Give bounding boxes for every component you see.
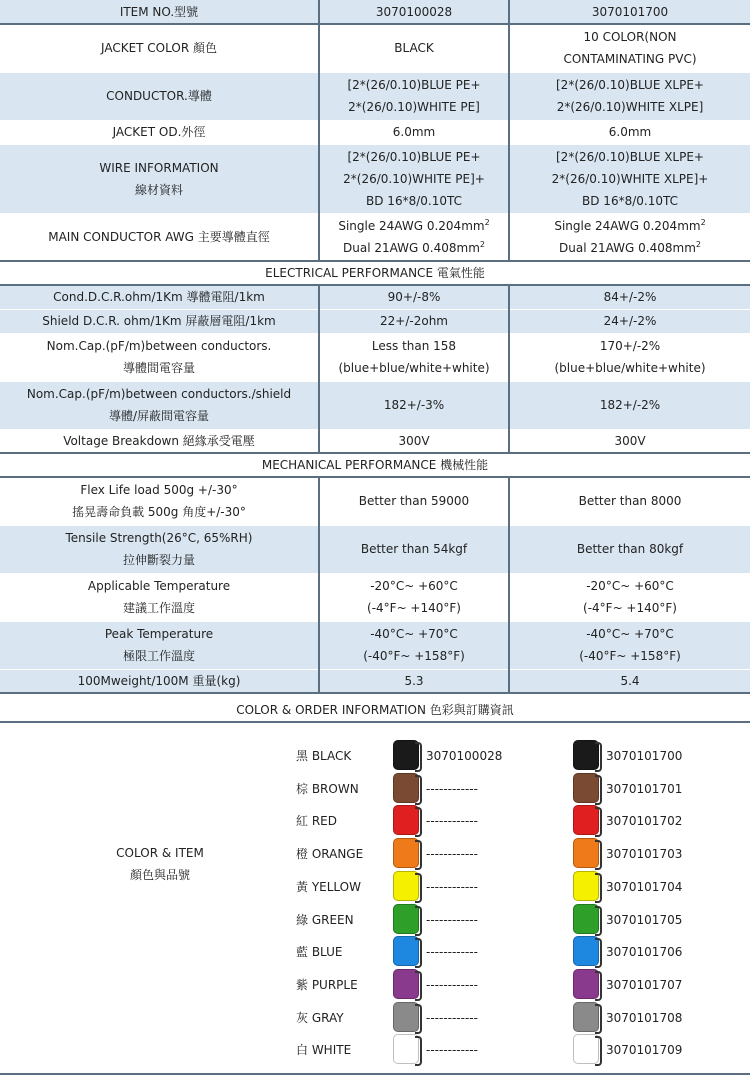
jacket-color-col2: 10 COLOR(NON CONTAMINATING PVC)	[509, 24, 750, 72]
color-name: 灰 GRAY	[296, 1010, 344, 1025]
swatch-bracket	[415, 742, 422, 772]
row-mechanical-title	[0, 453, 750, 477]
item-code-3070101700-series: 3070101708	[606, 1010, 683, 1025]
color-item-label: COLOR & ITEM 顏色與品號	[116, 846, 204, 882]
main-awg-col1: Single 24AWG $0.204mm^2$ Dual 21AWG $0.408mm^2$	[319, 213, 509, 261]
swatch-bracket	[595, 807, 602, 837]
swatch-bracket	[415, 1036, 422, 1066]
color-name: 黑 BLACK	[296, 749, 352, 763]
jacket-color-col1: BLACK	[319, 24, 509, 72]
row-item-no	[0, 0, 750, 24]
row-conductor	[0, 72, 750, 120]
color-name: 藍 BLUE	[296, 945, 343, 960]
item-code-3070100028-series: ------------	[426, 1010, 478, 1025]
color-row	[0, 871, 750, 904]
conductor-col1: [2*(26/0.10)BLUE PE+ 2*(26/0.10)WHITE PE]	[319, 72, 509, 120]
item-code-3070100028-series: ------------	[426, 814, 478, 829]
swatch-bracket	[415, 840, 422, 870]
main-awg-col2: Single 24AWG $0.204mm^2$ Dual 21AWG $0.408mm^2$	[509, 213, 750, 261]
mechanical-section-title: MECHANICAL PERFORMANCE 機械性能	[0, 453, 750, 477]
item-code-3070100028-series: ------------	[426, 912, 478, 927]
swatch-bracket	[415, 938, 422, 968]
label-nomcap: Nom.Cap.(pF/m)between conductors. 導體間電容量	[0, 333, 319, 381]
color-name: 綠 GREEN	[296, 912, 354, 927]
item-code-3070101700-series: 3070101701	[606, 781, 683, 796]
row-jacket-od	[0, 120, 750, 144]
tensile-col2: Better than 80kgf	[509, 525, 750, 573]
weight-col1: 5.3	[319, 669, 509, 693]
item-no-col1: 3070100028	[319, 0, 509, 24]
row-voltage	[0, 429, 750, 453]
item-code-3070101700-series: 3070101705	[606, 912, 683, 927]
conductor-col2: [2*(26/0.10)BLUE XLPE+ 2*(26/0.10)WHITE XLPE]	[509, 72, 750, 120]
swatch-bracket	[595, 906, 602, 936]
color-row	[0, 936, 750, 969]
color-name: 橙 ORANGE	[296, 847, 364, 862]
item-code-3070100028-series: ------------	[426, 847, 478, 862]
flex-life-col1: Better than 59000	[319, 477, 509, 525]
swatch-bracket	[595, 1036, 602, 1066]
nomcap-col2: 170+/-2% (blue+blue/white+white)	[509, 333, 750, 381]
nomcap-shield-col2: 182+/-2%	[509, 381, 750, 429]
electrical-section-title: ELECTRICAL PERFORMANCE 電氣性能	[0, 261, 750, 285]
item-code-3070100028-series: ------------	[426, 1043, 478, 1058]
color-row	[0, 1034, 750, 1067]
tensile-col1: Better than 54kgf	[319, 525, 509, 573]
swatch-bracket	[415, 971, 422, 1001]
wire-info-col1: [2*(26/0.10)BLUE PE+ 2*(26/0.10)WHITE PE]+ BD 16*8/0.10TC	[319, 144, 509, 213]
item-code-3070100028-series: ------------	[426, 945, 478, 960]
color-row	[0, 904, 750, 937]
color-row	[0, 773, 750, 806]
label-main-awg: MAIN CONDUCTOR AWG 主要導體直徑	[0, 213, 319, 261]
color-name: 紅 RED	[296, 814, 337, 829]
shield-dcr-col1: 22+/-2ohm	[319, 309, 509, 333]
item-code-3070100028-series: ------------	[426, 781, 478, 796]
row-electrical-title	[0, 261, 750, 285]
shield-dcr-col2: 24+/-2%	[509, 309, 750, 333]
row-wire-info	[0, 144, 750, 213]
row-nomcap	[0, 333, 750, 381]
item-code-3070101700-series: 3070101706	[606, 945, 683, 960]
swatch-bracket	[595, 1004, 602, 1034]
label-peak-temp: Peak Temperature 極限工作溫度	[0, 621, 319, 669]
swatch-bracket	[415, 1004, 422, 1034]
label-jacket-color: JACKET COLOR 顏色	[0, 24, 319, 72]
label-conductor: CONDUCTOR.導體	[0, 72, 319, 120]
color-name: 黃 YELLOW	[296, 879, 361, 894]
cond-dcr-col1: 90+/-8%	[319, 285, 509, 309]
cond-dcr-col2: 84+/-2%	[509, 285, 750, 309]
swatch-bracket	[595, 938, 602, 968]
item-code-3070101700-series: 3070101700	[606, 749, 683, 763]
voltage-col1: 300V	[319, 429, 509, 453]
label-weight: 100Mweight/100M 重量(kg)	[0, 669, 319, 693]
swatch-bracket	[415, 807, 422, 837]
label-flex-life: Flex Life load 500g +/-30° 搖晃壽命負載 500g 角度+/-30°	[0, 477, 319, 525]
color-section-title: COLOR & ORDER INFORMATION 色彩與訂購資訊	[0, 699, 750, 723]
row-jacket-color	[0, 24, 750, 72]
row-weight	[0, 669, 750, 693]
item-no-col2: 3070101700	[509, 0, 750, 24]
applicable-temp-col1: -20°C~ +60°C (-4°F~ +140°F)	[319, 573, 509, 621]
item-code-3070101700-series: 3070101702	[606, 814, 683, 829]
item-code-3070100028-series: 3070100028	[426, 749, 503, 763]
label-wire-info: WIRE INFORMATION 線材資料	[0, 144, 319, 213]
peak-temp-col1: -40°C~ +70°C (-40°F~ +158°F)	[319, 621, 509, 669]
row-flex-life	[0, 477, 750, 525]
label-tensile: Tensile Strength(26°C, 65%RH) 拉伸斷裂力量	[0, 525, 319, 573]
label-nomcap-shield: Nom.Cap.(pF/m)between conductors./shield 導體/屏蔽間電容量	[0, 381, 319, 429]
swatch-bracket	[415, 775, 422, 805]
voltage-col2: 300V	[509, 429, 750, 453]
nomcap-col1: Less than 158 (blue+blue/white+white)	[319, 333, 509, 381]
item-code-3070101700-series: 3070101707	[606, 977, 683, 992]
swatch-bracket	[595, 840, 602, 870]
flex-life-col2: Better than 8000	[509, 477, 750, 525]
row-cond-dcr	[0, 285, 750, 309]
bottom-divider	[0, 1073, 750, 1075]
row-main-awg	[0, 213, 750, 261]
color-row	[0, 740, 750, 773]
label-cond-dcr: Cond.D.C.R.ohm/1Km 導體電阻/1km	[0, 285, 319, 309]
color-name: 白 WHITE	[296, 1043, 352, 1058]
label-applicable-temp: Applicable Temperature 建議工作溫度	[0, 573, 319, 621]
item-code-3070101700-series: 3070101709	[606, 1043, 683, 1058]
label-voltage: Voltage Breakdown 絕緣承受電壓	[0, 429, 319, 453]
label-shield-dcr: Shield D.C.R. ohm/1Km 屏蔽層電阻/1km	[0, 309, 319, 333]
applicable-temp-col2: -20°C~ +60°C (-4°F~ +140°F)	[509, 573, 750, 621]
item-code-3070101700-series: 3070101704	[606, 879, 683, 894]
jacket-od-col2: 6.0mm	[509, 120, 750, 144]
jacket-od-col1: 6.0mm	[319, 120, 509, 144]
swatch-bracket	[595, 971, 602, 1001]
item-code-3070100028-series: ------------	[426, 879, 478, 894]
color-name: 棕 BROWN	[296, 781, 359, 796]
wire-info-col2: [2*(26/0.10)BLUE XLPE+ 2*(26/0.10)WHITE XLPE]+ BD 16*8/0.10TC	[509, 144, 750, 213]
label-item-no: ITEM NO.型號	[0, 0, 319, 24]
row-nomcap-shield	[0, 381, 750, 429]
row-shield-dcr	[0, 309, 750, 333]
item-code-3070101700-series: 3070101703	[606, 847, 683, 862]
swatch-bracket	[415, 906, 422, 936]
swatch-bracket	[595, 775, 602, 805]
swatch-bracket	[415, 873, 422, 903]
color-row	[0, 969, 750, 1002]
item-code-3070100028-series: ------------	[426, 977, 478, 992]
color-row	[0, 805, 750, 838]
color-row	[0, 838, 750, 871]
row-peak-temp	[0, 621, 750, 669]
color-name: 紫 PURPLE	[296, 977, 358, 992]
row-applicable-temp	[0, 573, 750, 621]
swatch-bracket	[595, 873, 602, 903]
swatch-bracket	[595, 742, 602, 772]
peak-temp-col2: -40°C~ +70°C (-40°F~ +158°F)	[509, 621, 750, 669]
row-tensile	[0, 525, 750, 573]
nomcap-shield-col1: 182+/-3%	[319, 381, 509, 429]
weight-col2: 5.4	[509, 669, 750, 693]
label-jacket-od: JACKET OD.外徑	[0, 120, 319, 144]
color-row	[0, 1002, 750, 1035]
